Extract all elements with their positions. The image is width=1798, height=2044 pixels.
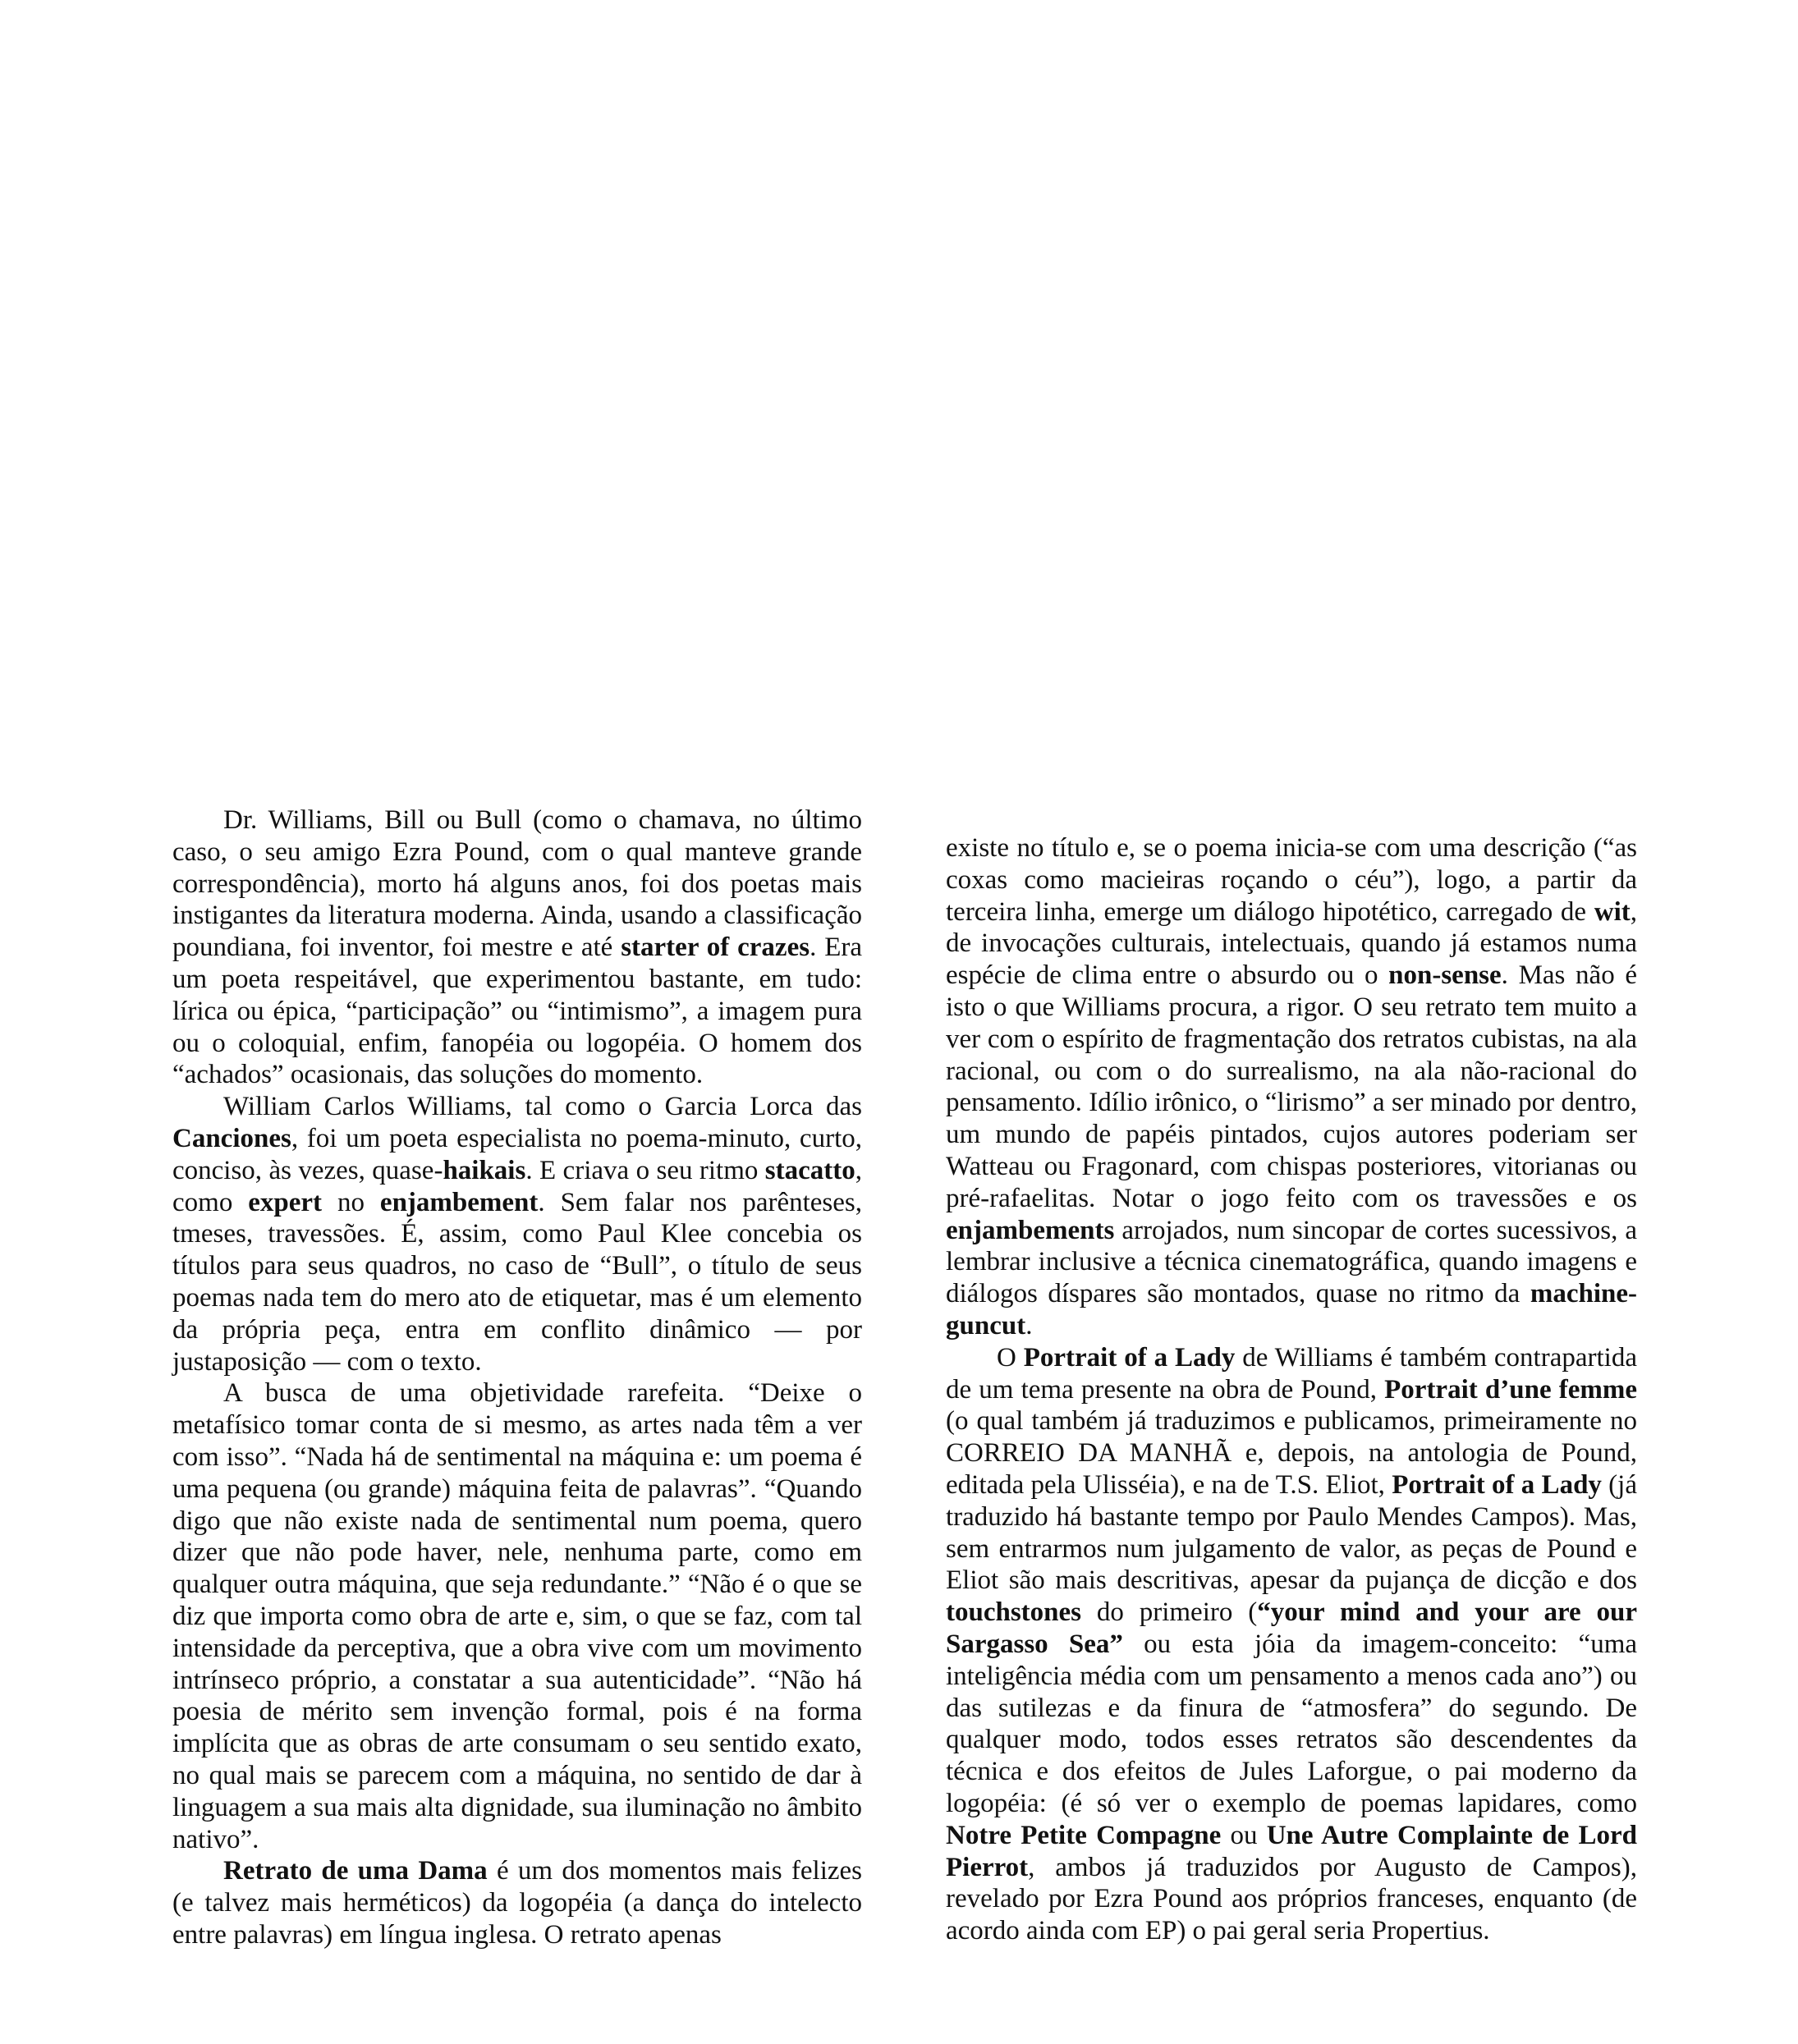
text-run: , de invocações culturais, intelectuais, quando já estamos numa espécie de clima entre o absurdo ou o — [946, 896, 1637, 991]
emphasized-text: starter of crazes — [621, 933, 810, 963]
text-run: do primeiro ( — [1081, 1597, 1258, 1628]
emphasized-text: machine-guncut — [946, 1279, 1637, 1341]
paragraph — [172, 1091, 862, 1377]
text-run: arrojados, num sincopar de cortes sucessivos, a lembrar inclusive a técnica cinematográfica, quando imagens e diálogos díspares são montados, quase no ritmo da — [946, 1215, 1637, 1309]
text-run: existe no título e, se o poema inicia-se com uma descrição (“as coxas como macieiras roçando o céu”), logo, a partir da terceira linha, emerge um diálogo hipotético, carregado de — [946, 833, 1637, 927]
paragraph — [946, 1342, 1637, 1947]
text-run: O — [997, 1342, 1024, 1373]
emphasized-text: Une Autre Complainte de Lord Pierrot — [946, 1820, 1637, 1882]
text-run: . E criava o seu ritmo — [525, 1155, 765, 1185]
emphasized-text: Portrait of a Lady — [1023, 1342, 1236, 1373]
emphasized-text: expert — [248, 1187, 323, 1217]
text-run: Dr. Williams, Bill ou Bull (como o chamava, no último caso, o seu amigo Ezra Pound, com o qual manteve grande correspondência), morto há alguns anos, foi dos poetas mais instigantes da literatura moderna. Ainda, usando a classificação poundiana, foi inventor, foi mestre e até — [172, 805, 862, 963]
text-run: (já traduzido há bastante tempo por Paulo Mendes Campos). Mas, sem entrarmos num julgamento de valor, as peças de Pound e Eliot são mais descritivas, apesar da pujança de dicção e dos — [946, 1469, 1637, 1596]
text-run: é um dos momentos mais felizes (e talvez mais herméticos) da logopéia (a dança do intelecto entre palavras) em língua inglesa. O retrato apenas — [172, 1856, 862, 1950]
text-run: ou — [1221, 1820, 1267, 1850]
emphasized-text: Canciones — [172, 1123, 291, 1153]
emphasized-text: stacatto — [764, 1155, 855, 1185]
emphasized-text: wit — [1594, 896, 1631, 927]
emphasized-text: non-sense — [1388, 960, 1502, 991]
paragraph — [946, 832, 1637, 1342]
text-run: . — [1025, 1310, 1033, 1341]
paragraph — [172, 804, 862, 1091]
right-text-column — [946, 832, 1637, 1947]
text-run: ou esta jóia da imagem-conceito: “uma inteligência média com um pensamento a menos cada ano”) ou das sutilezas e da finura de “atmosfera” do segundo. De qualquer modo, todos esses retratos são descendentes da técnica e dos efeitos de Jules Laforgue, o pai moderno da logopéia: (é só ver o exemplo de poemas lapidares, como — [946, 1629, 1638, 1818]
left-text-column — [172, 804, 862, 1951]
emphasized-text: Portrait of a Lady — [1392, 1469, 1602, 1500]
text-run: , ambos já traduzidos por Augusto de Campos), revelado por Ezra Pound aos próprios franceses, enquanto (de acordo ainda com EP) o pai geral seria Propertius. — [946, 1852, 1637, 1946]
text-run: , como — [172, 1155, 862, 1217]
paragraph — [172, 1855, 862, 1950]
emphasized-text: haikais — [443, 1155, 526, 1185]
emphasized-text: enjambement — [379, 1187, 539, 1217]
text-run: , foi um poeta especialista no poema-minuto, curto, conciso, às vezes, quase- — [172, 1123, 862, 1185]
text-run: A busca de uma objetividade rarefeita. “Deixe o metafísico tomar conta de si mesmo, as artes nada têm a ver com isso”. “Nada há de sentimental na máquina e: um poema é uma pequena (ou grande) máquina feita de palavras”. “Quando digo que não existe nada de sentimental num poema, quero dizer que não pode haver, nele, nenhuma parte, como em qualquer outra máquina, que seja redundante.” “Não é o que se diz que importa como obra de arte e, sim, o que se faz, com tal intensidade da perceptiva, que a obra vive com um movimento intrínseco próprio, a constatar a sua autenticidade”. “Não há poesia de mérito sem invenção formal, pois é na forma implícita que as obras de arte consumam o seu sentido exato, no qual mais se parecem com a máquina, no sentido de dar à linguagem a sua mais alta dignidade, sua iluminação no âmbito nativo”. — [172, 1378, 862, 1854]
emphasized-text: Retrato de uma Dama — [223, 1856, 488, 1886]
text-run: (o qual também já traduzimos e publicamos, primeiramente no CORREIO DA MANHÃ e, depois, na antologia de Pound, editada pela Ulisséia), e na de T.S. Eliot, — [946, 1406, 1637, 1500]
paragraph — [172, 1377, 862, 1855]
emphasized-text: “your mind and your are our Sargasso Sea” — [946, 1597, 1638, 1659]
emphasized-text: touchstones — [946, 1597, 1082, 1628]
text-run: . Sem falar nos parênteses, tmeses, travessões. É, assim, como Paul Klee concebia os títulos para seus quadros, no caso de “Bull”, o título de seus poemas nada tem do mero ato de etiquetar, mas é um elemento da própria peça, entra em conflito dinâmico — por justaposição — com o texto. — [172, 1187, 862, 1377]
emphasized-text: Notre Petite Compagne — [946, 1820, 1222, 1850]
emphasized-text: enjambements — [946, 1215, 1115, 1245]
text-run: de Williams é também contrapartida de um tema presente na obra de Pound, — [946, 1342, 1637, 1405]
emphasized-text: Portrait d’une femme — [1384, 1374, 1637, 1405]
text-run: William Carlos Williams, tal como o Garcia Lorca das — [223, 1092, 862, 1122]
text-run: . Era um poeta respeitável, que experimentou bastante, em tudo: lírica ou épica, “participação” ou “intimismo”, a imagem pura ou o coloquial, enfim, fanopéia ou logopéia. O homem dos “achados” ocasionais, das soluções do momento. — [172, 933, 862, 1090]
text-run: no — [322, 1187, 380, 1217]
text-run: . Mas não é isto o que Williams procura, a rigor. O seu retrato tem muito a ver com o espírito de fragmentação dos retratos cubistas, na ala racional, ou com o do surrealismo, na ala não-racional do pensamento. Idílio irônico, o “lirismo” a ser minado por dentro, um mundo de papéis pintados, cujos autores poderiam ser Watteau ou Fragonard, com chispas posteriores, vitorianas ou pré-rafaelitas. Notar o jogo feito com os travessões e os — [946, 960, 1637, 1213]
